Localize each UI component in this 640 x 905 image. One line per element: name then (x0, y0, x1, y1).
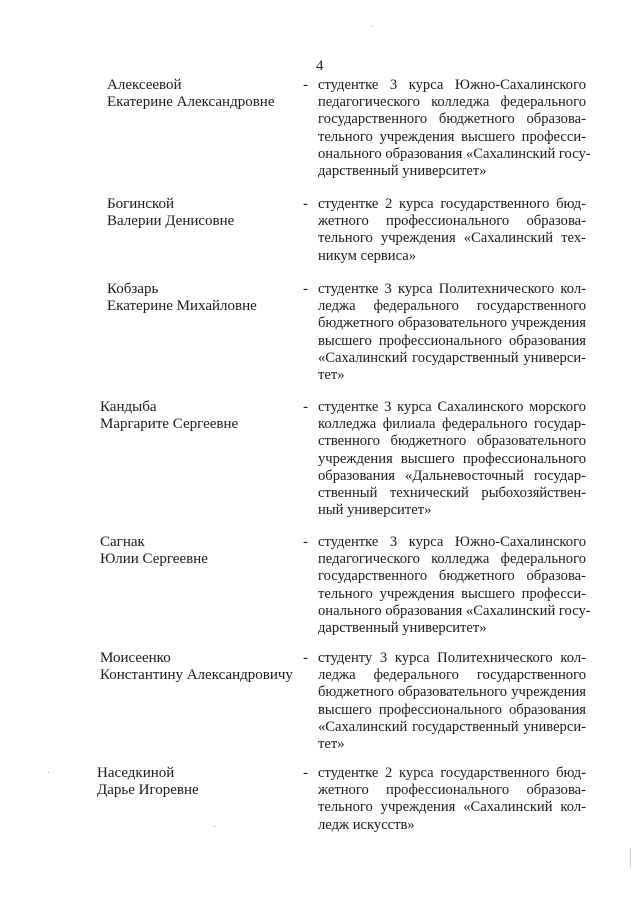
recipient-surname: Кандыба (100, 399, 157, 415)
page-number: 4 (316, 58, 324, 74)
recipient-surname: Кобзарь (107, 281, 159, 297)
recipient-surname: Алексеевой (107, 77, 182, 93)
description-line: дарственный университет» (318, 163, 487, 180)
description-line: тельного учреждения высшего професси- (318, 128, 586, 145)
scan-speck (372, 26, 373, 27)
recipient-surname: Богинской (107, 196, 175, 212)
description-line: государственного бюджетного образова- (318, 111, 586, 128)
description-line: тельного учреждения высшего професси- (318, 585, 586, 602)
recipient-name (100, 650, 300, 684)
description-line: педагогического колледжа федерального (318, 551, 586, 568)
recipient-description (318, 650, 586, 753)
description-line: студентке 2 курса государственного бюд- (318, 765, 586, 781)
recipient-given-names: Константину Александровичу (100, 667, 293, 683)
description-line: «Сахалинский государственный универси- (318, 349, 586, 366)
description-line: педагогического колледжа федерального (318, 94, 586, 111)
description-line: высшего профессионального образования (318, 332, 586, 349)
recipient-description (318, 196, 586, 265)
description-line: онального образования «Сахалинский госу- (318, 602, 591, 619)
entry-dash: - (303, 650, 308, 666)
description-line: ный университет» (318, 502, 432, 519)
description-line: учреждения высшего профессионального (318, 450, 586, 467)
entry-dash: - (303, 196, 308, 212)
description-line: студентке 2 курса государственного бюд- (318, 196, 586, 212)
description-line: высшего профессионального образования (318, 701, 586, 718)
description-line: «Сахалинский государственный универси- (318, 718, 586, 735)
description-line: жетного профессионального образова- (318, 213, 586, 230)
recipient-surname: Сагнак (100, 534, 145, 550)
recipient-description (318, 399, 586, 519)
description-line: студенту 3 курса Политехнического кол- (318, 650, 586, 666)
description-line: тельного учреждения «Сахалинский кол- (318, 799, 586, 816)
description-line: студентке 3 курса Сахалинского морского (318, 399, 586, 415)
recipient-given-names: Екатерине Михайловне (107, 298, 257, 314)
recipient-given-names: Дарье Игоревне (97, 782, 199, 798)
scan-speck (214, 826, 215, 827)
entry-dash: - (303, 77, 308, 93)
description-line: тельного учреждения «Сахалинский тех- (318, 230, 586, 247)
recipient-name (107, 196, 307, 230)
description-line: государственного бюджетного образова- (318, 568, 586, 585)
description-line: дарственный университет» (318, 620, 487, 637)
description-line: ледж искусств» (318, 816, 415, 833)
description-line: студентке 3 курса Южно-Сахалинского (318, 534, 586, 550)
scan-speck (48, 772, 49, 773)
recipient-surname: Наседкиной (97, 765, 175, 781)
entry-dash: - (303, 281, 308, 297)
recipient-given-names: Маргарите Сергеевне (100, 416, 239, 432)
description-line: тет» (318, 367, 345, 384)
description-line: ственный технический рыбохозяйствен- (318, 485, 586, 502)
description-line: студентке 3 курса Политехнического кол- (318, 281, 586, 297)
description-line: студентке 3 курса Южно-Сахалинского (318, 77, 586, 93)
recipient-name (107, 77, 307, 111)
recipient-description (318, 534, 591, 637)
recipient-given-names: Екатерине Александровне (107, 94, 275, 110)
recipient-description (318, 77, 591, 180)
recipient-name (107, 281, 307, 315)
recipient-name (100, 534, 300, 568)
description-line: тет» (318, 736, 345, 753)
description-line: леджа федерального государственного (318, 667, 586, 684)
description-line: колледжа филиала федерального государ- (318, 416, 586, 433)
description-line: онального образования «Сахалинский госу- (318, 145, 591, 162)
description-line: жетного профессионального образова- (318, 782, 586, 799)
recipient-given-names: Юлии Сергеевне (100, 551, 208, 567)
description-line: ственного бюджетного образовательного (318, 433, 586, 450)
description-line: образования «Дальневосточный государ- (318, 467, 586, 484)
recipient-description (318, 765, 586, 834)
description-line: бюджетного образовательного учреждения (318, 315, 586, 332)
recipient-description (318, 281, 586, 384)
entry-dash: - (303, 534, 308, 550)
recipient-name (97, 765, 297, 799)
description-line: леджа федерального государственного (318, 298, 586, 315)
description-line: бюджетного образовательного учреждения (318, 684, 586, 701)
recipient-name (100, 399, 300, 433)
description-line: никум сервиса» (318, 247, 417, 264)
recipient-given-names: Валерии Денисовне (107, 213, 235, 229)
entry-dash: - (303, 399, 308, 415)
scan-speck (630, 848, 631, 868)
entry-dash: - (303, 765, 308, 781)
recipient-surname: Моисеенко (100, 650, 171, 666)
